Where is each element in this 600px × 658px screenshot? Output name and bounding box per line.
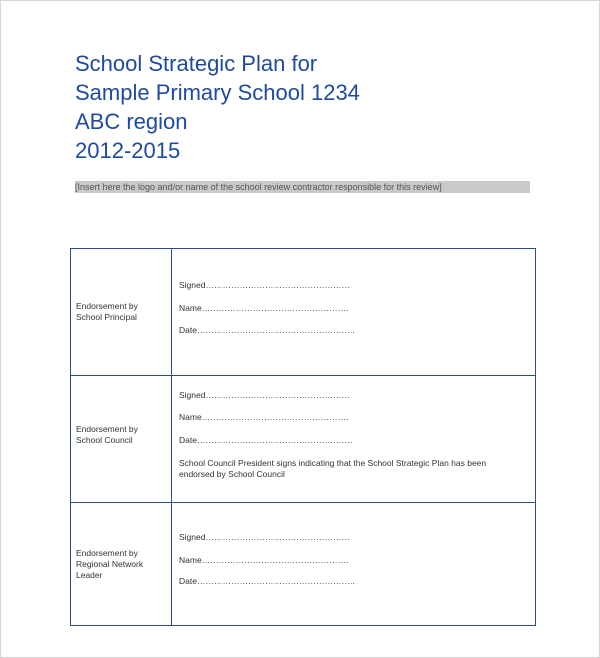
title-line-4: 2012-2015 [75,138,181,163]
date-line[interactable]: Date……………………………………………….. [179,576,355,586]
name-line[interactable]: Name……………………………………………. [179,303,349,313]
title-line-1: School Strategic Plan for [75,51,318,76]
endorsement-label: Endorsement by [76,424,138,434]
title-line-3: ABC region [75,109,188,134]
name-line[interactable]: Name……………………………………………. [179,555,349,565]
endorsement-table [70,248,536,626]
endorsement-signature-cell [172,503,535,625]
endorsement-label: Endorsement by [76,301,138,311]
endorsement-label-cell [71,249,172,375]
logo-placeholder: [Insert here the logo and/or name of the school review contractor responsible for this review] [75,181,530,193]
signed-line[interactable]: Signed…………………………………………… [179,280,350,290]
endorsement-signature-cell [172,376,535,502]
endorsement-row-council [71,375,535,502]
council-note: School Council President signs indicating that the School Strategic Plan has been endorsed by School Council [179,458,487,479]
endorsement-label-cell [71,376,172,502]
endorsement-signature-cell [172,249,535,375]
endorsement-label: Leader [76,569,103,580]
date-line[interactable]: Date………………………………………………. [179,435,353,445]
endorsement-label: Endorsement by [76,547,138,558]
endorsement-label-cell [71,503,172,625]
signed-line[interactable]: Signed…………………………………………… [179,532,350,542]
endorsement-label: School Council [76,435,133,445]
document-title [75,49,360,165]
title-line-2: Sample Primary School 1234 [75,80,360,105]
endorsement-row-network-leader [71,502,535,625]
endorsement-label: Regional Network [76,558,144,569]
signed-line[interactable]: Signed…………………………………………… [179,390,350,400]
endorsement-row-principal [71,249,535,375]
endorsement-label: School Principal [76,312,137,322]
name-line[interactable]: Name……………………………………………. [179,412,349,422]
date-line[interactable]: Date……………………………………………….. [179,325,355,335]
